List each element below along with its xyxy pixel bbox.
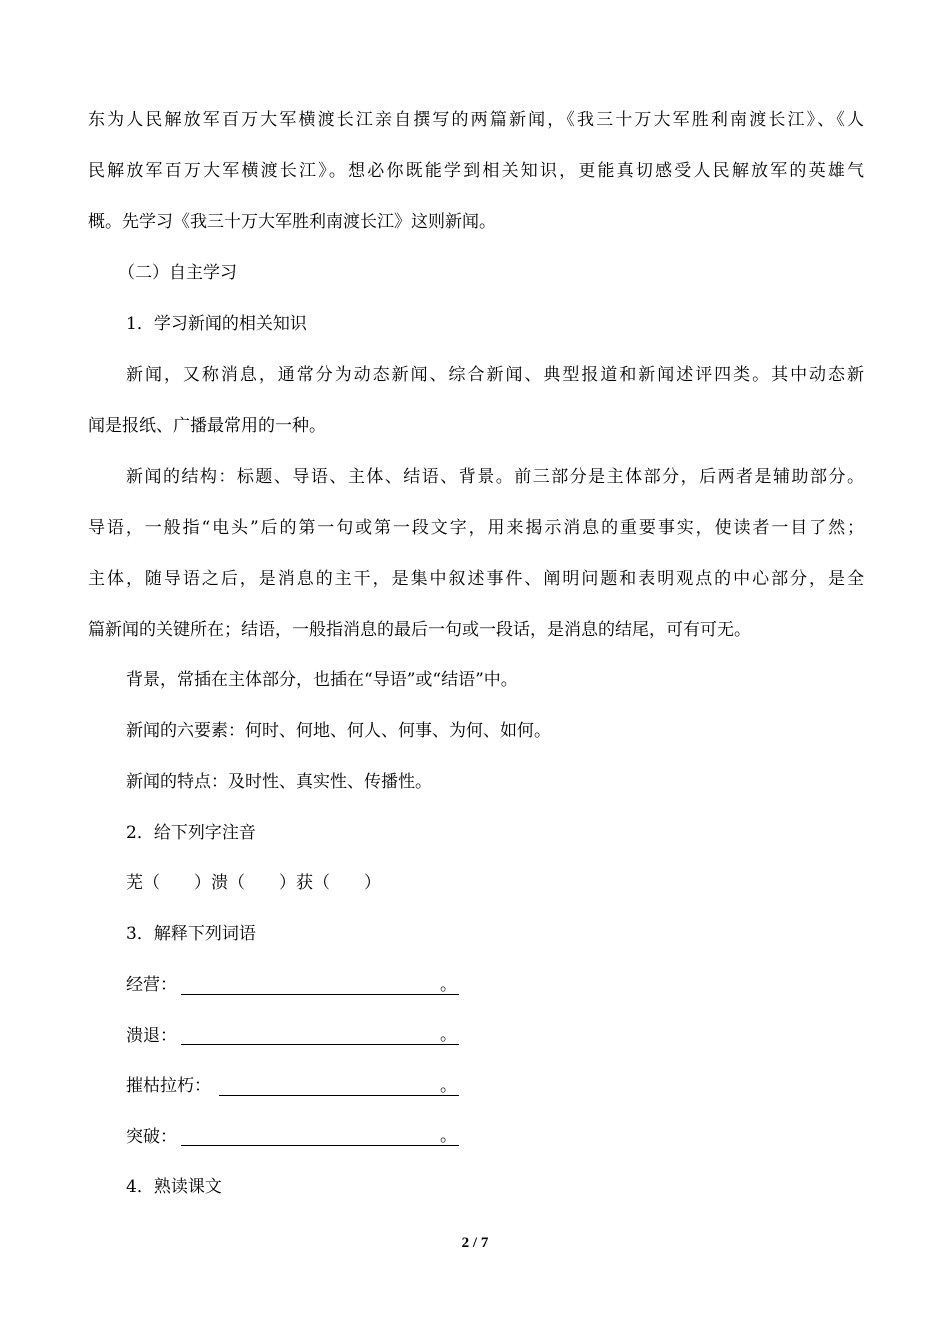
intro-paragraph-line-2: 民解放军百万大军横渡长江》。想必你既能学到相关知识，更能真切感受人民解放军的英雄气: [88, 161, 864, 181]
intro-paragraph-line-3: 概。先学习《我三十万大军胜利南渡长江》这则新闻。: [88, 212, 496, 232]
vocab-term: 溃退：: [126, 1026, 177, 1046]
answer-blank-line[interactable]: [181, 994, 459, 995]
answer-blank-line[interactable]: [219, 1095, 459, 1096]
sentence-end-mark: 。: [440, 975, 457, 995]
news-structure-line-1: 新闻的结构：标题、导语、主体、结语、背景。前三部分是主体部分，后两者是辅助部分。: [126, 467, 864, 487]
vocab-term: 摧枯拉朽：: [126, 1076, 211, 1096]
pinyin-exercise-line: 芜（ ）溃（ ）获（ ）: [126, 873, 381, 893]
item-3-heading: 3．解释下列词语: [126, 924, 256, 944]
sentence-end-mark: 。: [440, 1025, 457, 1045]
news-structure-line-2: 导语，一般指“电头”后的第一句或第一段文字，用来揭示消息的重要事实，使读者一目了然；: [88, 518, 864, 538]
answer-blank-line[interactable]: [181, 1044, 459, 1045]
news-structure-line-3: 主体，随导语之后，是消息的主干，是集中叙述事件、阐明问题和表明观点的中心部分，是全: [88, 569, 864, 589]
item-4-heading: 4．熟读课文: [126, 1177, 222, 1197]
section-heading: （二）自主学习: [118, 263, 237, 283]
news-six-elements-line: 新闻的六要素：何时、何地、何人、何事、为何、如何。: [126, 721, 551, 741]
news-definition-line-1: 新闻，又称消息，通常分为动态新闻、综合新闻、典型报道和新闻述评四类。其中动态新: [126, 365, 864, 385]
answer-blank-line[interactable]: [181, 1145, 459, 1146]
vocab-term: 突破：: [126, 1127, 177, 1147]
vocab-term: 经营：: [126, 975, 177, 995]
news-features-line: 新闻的特点：及时性、真实性、传播性。: [126, 772, 432, 792]
news-structure-line-4: 篇新闻的关键所在；结语，一般指消息的最后一句或一段话，是消息的结尾，可有可无。: [88, 620, 751, 640]
item-1-heading: 1．学习新闻的相关知识: [126, 314, 307, 334]
news-definition-line-2: 闻是报纸、广播最常用的一种。: [88, 416, 326, 436]
item-2-heading: 2．给下列字注音: [126, 823, 256, 843]
page-number: 2 / 7: [461, 1235, 489, 1251]
sentence-end-mark: 。: [440, 1076, 457, 1096]
news-background-line: 背景，常插在主体部分，也插在“导语”或“结语”中。: [126, 670, 518, 690]
sentence-end-mark: 。: [440, 1126, 457, 1146]
intro-paragraph-line-1: 东为人民解放军百万大军横渡长江亲自撰写的两篇新闻，《我三十万大军胜利南渡长江》、《人: [88, 110, 864, 130]
